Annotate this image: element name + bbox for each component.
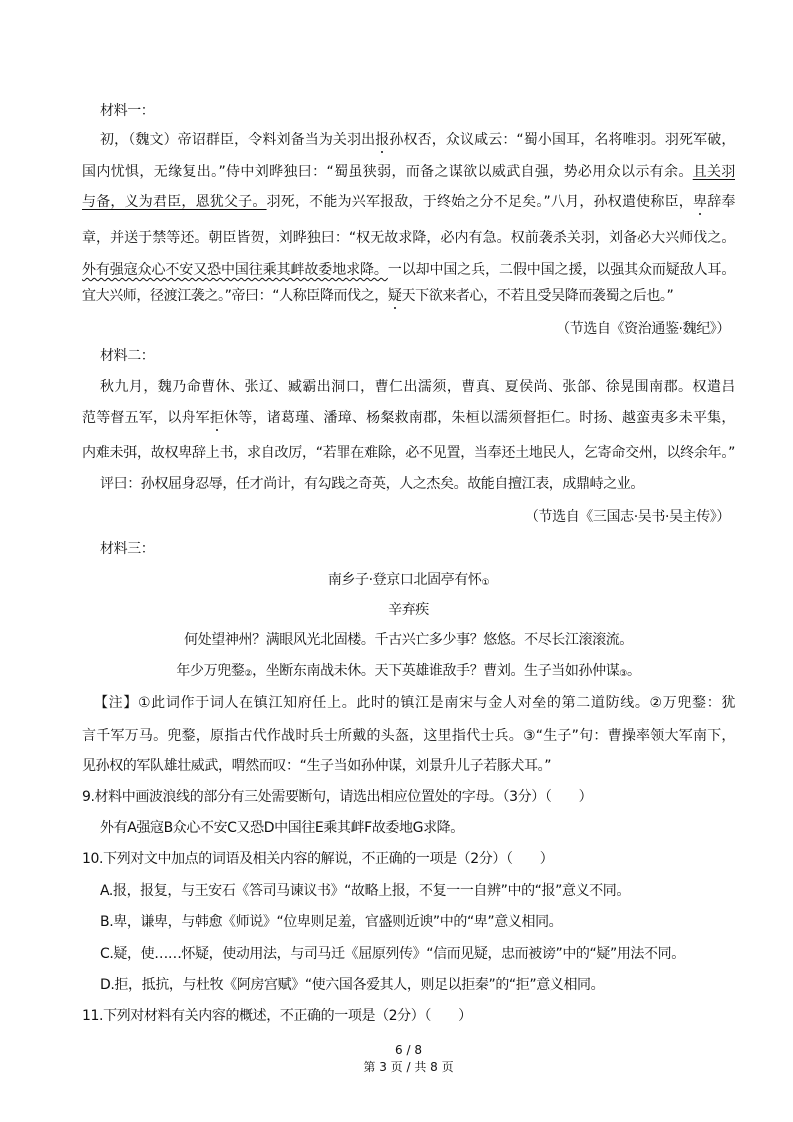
dotted-word: 疑 [387, 288, 402, 304]
underlined-text: 与备，义为君臣，恩犹父子。 [82, 194, 267, 210]
paragraph-line: 秋九月，魏乃命曹休、张辽、臧霸出洞口，曹仁出濡须，曹真、夏侯尚、张郃、徐晃围南郡。权遣吕 [100, 379, 735, 395]
note-line: 言千军万马。兜鍪，原指古代作战时兵士所戴的头盔，这里指代士兵。③“生子”句：曹操率领大军南下， [82, 728, 735, 744]
text: ，坐断东南战未休。天下英雄谁敌手？曹刘。生子当如孙仲谋 [252, 663, 620, 679]
poem-line: 何处望神州？满眼风光北固楼。千古兴亡多少事？悠悠。不尽长江滚滚流。 [184, 632, 633, 648]
paragraph-line [100, 131, 735, 149]
text: 。 [626, 663, 641, 679]
wavy-underlined-text: 外有强寇众心不安又恐中国往乘其衅故委地求降。 [82, 262, 388, 278]
paragraph-line: 章，并送于禁等还。朝臣皆贺，刘晔独曰：“权无故求降，必内有急。权前袭杀关羽，刘备必大兴师伐之。 [82, 230, 735, 246]
text: 年少万兜鍪 [176, 663, 245, 679]
text: 宜大兴师，径渡江袭之。”帝曰：“人称臣降而伐之， [82, 288, 388, 304]
underlined-text: 且关羽 [692, 164, 735, 180]
paragraph-line [82, 193, 735, 211]
dotted-word: 拒 [209, 410, 225, 426]
dotted-word: 报 [375, 132, 390, 148]
material-1-label: 材料一： [100, 103, 155, 119]
paragraph-line [82, 409, 735, 427]
source-citation: （节选自《三国志·吴书·吴主传》） [524, 509, 730, 525]
note-line: 见孙权的军队雄壮威武，喟然而叹：“生子当如孙仲谋，刘景升儿子若豚犬耳。” [82, 758, 552, 774]
material-2-label: 材料二： [100, 348, 155, 364]
option-a: A.报，报复，与王安石《答司马谏议书》“故略上报，不复一一自辨”中的“报”意义不同。 [100, 883, 630, 899]
text: 孙权否，众议咸云：“蜀小国耳，名将唯羽。羽死军破， [389, 132, 735, 148]
paragraph-line [82, 261, 735, 279]
paragraph-line [82, 287, 735, 305]
text: 一以却中国之兵，二假中国之援，以强其众而疑敌人耳。 [387, 262, 736, 278]
text: 休等，诸葛瑾、潘璋、杨粲救南郡，朱桓以濡须督拒仁。时扬、越蛮夷多未平集， [224, 410, 735, 426]
question-stem: 9.材料中画波浪线的部分有三处需要断句，请选出相应位置处的字母。（3分）（ ） [82, 789, 593, 805]
poem-line [82, 662, 735, 682]
dotted-word: 卑 [692, 194, 708, 210]
text: 范等督五军，以舟军 [82, 410, 210, 426]
footnote-marker: ② [244, 669, 253, 679]
poem-title [82, 571, 735, 591]
text: 国内忧惧，无缘复出。”侍中刘晔独曰：“蜀虽狭弱，而备之谋欲以威武自强，势必用众以示有余。 [82, 164, 693, 180]
footnote-marker: ① [481, 578, 490, 588]
paragraph-line: 评曰：孙权屈身忍辱，任才尚计，有勾践之奇英，人之杰矣。故能自擅江表，成鼎峙之业。 [100, 476, 644, 492]
page-label: 第 3 页 / 共 8 页 [363, 1060, 454, 1074]
text: 南乡子·登京口北固亭有怀 [327, 572, 482, 588]
option-d: D.拒，抵抗，与杜牧《阿房宫赋》“使六国各爱其人，则足以拒秦”的“拒”意义相同。 [100, 977, 605, 993]
poem-author: 辛弃疾 [388, 602, 429, 618]
footnote-marker: ③ [619, 669, 627, 679]
source-citation: （节选自《资治通鉴·魏纪》） [556, 321, 730, 337]
question-stem: 10.下列对文中加点的词语及相关内容的解说，不正确的一项是（2分）（ ） [82, 851, 554, 867]
text: 天下欲来者心，不若且受吴降而袭蜀之后也。” [401, 288, 674, 304]
text: 初，（魏文）帝诏群臣，令料刘备当为关羽出 [100, 132, 376, 148]
material-3-label: 材料三： [100, 541, 155, 557]
note-line: 【注】①此词作于词人在镇江知府任上。此时的镇江是南宋与金人对垒的第二道防线。②万兜鍪：犹 [94, 695, 735, 711]
text: 羽死，不能为兴军报敌，于终始之分不足矣。”八月，孙权遣使称臣， [266, 194, 693, 210]
page-fraction: 6 / 8 [395, 1043, 422, 1057]
option-c: C.疑，使……怀疑，使动用法，与司马迁《屈原列传》“信而见疑，忠而被谤”中的“疑”用法不同。 [100, 946, 685, 962]
question-text: 外有A强寇B众心不安C又恐D中国往E乘其衅F故委地G求降。 [100, 820, 464, 836]
text: 辞奉 [707, 194, 735, 210]
paragraph-line [82, 163, 735, 181]
paragraph-line: 内难未弭，故权卑辞上书，求自改厉，“若罪在难除，必不见置，当奉还土地民人，乞寄命交州，以终余年。” [82, 445, 735, 461]
question-11-stem: 11.下列对材料有关内容的概述，不正确的一项是（2分）（ ） [82, 1008, 472, 1024]
option-b: B.卑，谦卑，与韩愈《师说》“位卑则足羞，官盛则近谀”中的“卑”意义相同。 [100, 914, 563, 930]
